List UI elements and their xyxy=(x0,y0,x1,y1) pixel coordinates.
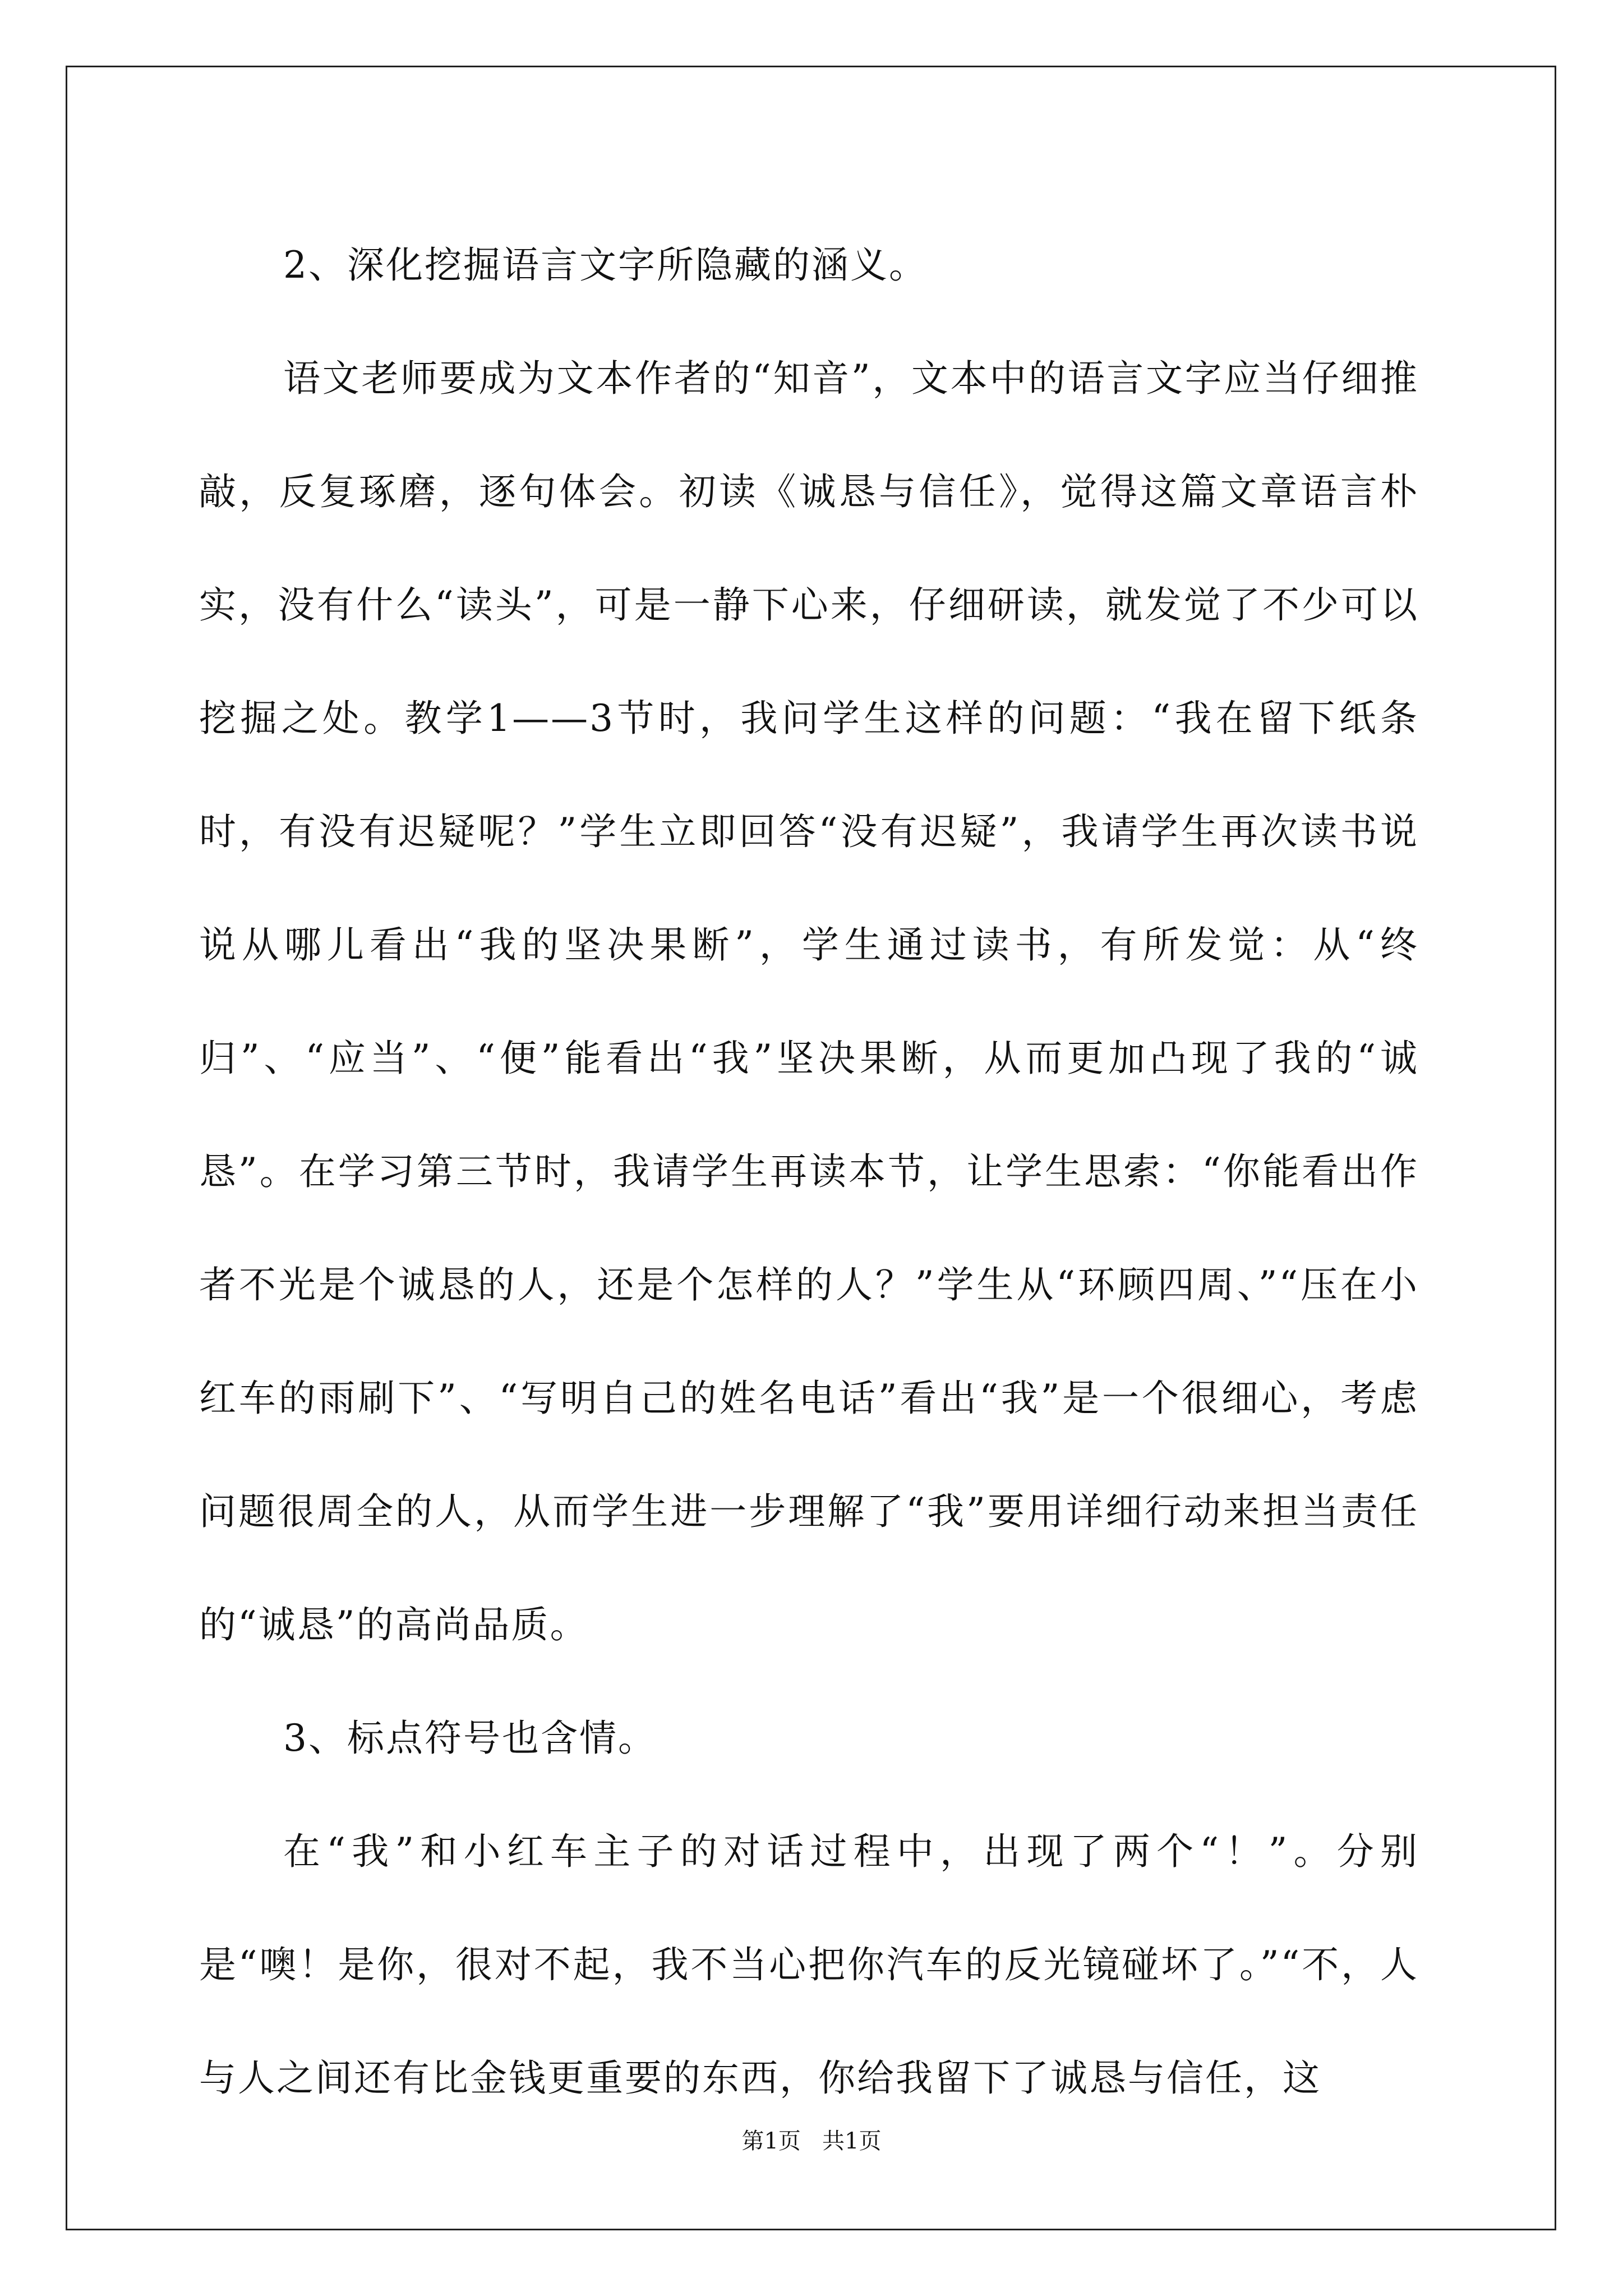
page-footer: 第1页 共1页 xyxy=(741,2128,882,2154)
body-paragraph-2: 在“我”和小红车主子的对话过程中，出现了两个“！”。分别是“噢！是你，很对不起，我不当心把你汽车的反光镜碰坏了。”“不，人与人之间还有比金钱更重要的东西，你给我留下了诚恳与信任，这 xyxy=(199,1830,1419,2100)
section-heading-2: 2、深化挖掘语言文字所隐藏的涵义。 xyxy=(283,243,928,287)
section-heading-3: 3、标点符号也含情。 xyxy=(283,1717,657,1760)
document-body xyxy=(199,209,1419,2135)
body-paragraph-1: 语文老师要成为文本作者的“知音”，文本中的语言文字应当仔细推敲，反复琢磨，逐句体会。初读《诚恳与信任》，觉得这篇文章语言朴实，没有什么“读头”，可是一静下心来，仔细研读，就发觉了不少可以挖掘之处。教学1——3节时，我问学生这样的问题：“我在留下纸条时，有没有迟疑呢？”学生立即回答“没有迟疑”，我请学生再次读书说说从哪儿看出“我的坚决果断”，学生通过读书，有所发觉：从“终归”、“应当”、“便”能看出“我”坚决果断，从而更加凸现了我的“诚恳”。在学习第三节时，我请学生再读本节，让学生思索：“你能看出作者不光是个诚恳的人，还是个怎样的人？”学生从“环顾四周、”“压在小红车的雨刷下”、“写明自己的姓名电话”看出“我”是一个很细心，考虑问题很周全的人，从而学生进一步理解了“我”要用详细行动来担当责任的“诚恳”的高尚品质。 xyxy=(199,357,1419,1646)
